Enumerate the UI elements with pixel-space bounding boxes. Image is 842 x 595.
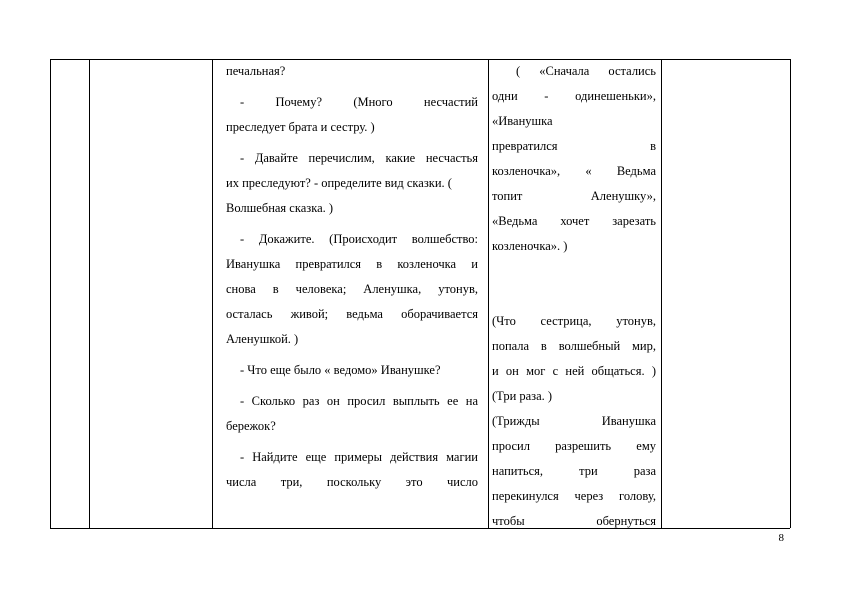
page-number: 8 bbox=[778, 532, 784, 544]
table-bottom-border bbox=[50, 528, 790, 529]
question-paragraph bbox=[226, 414, 478, 439]
text-line: - Почему? (Много несчастий bbox=[240, 95, 478, 109]
text-line: козленочка», « Ведьма bbox=[492, 164, 656, 178]
text-line: ( «Сначала остались bbox=[516, 64, 656, 78]
text-line: - Найдите еще примеры действия магии bbox=[240, 450, 478, 464]
text-line: - Сколько раз он просил выплыть ее на bbox=[240, 394, 478, 408]
text-line: Иванушка превратился в козленочка и bbox=[226, 257, 478, 271]
table-border-col3-left bbox=[212, 59, 213, 528]
text-line: - Докажите. (Происходит волшебство: bbox=[240, 232, 478, 246]
question-paragraph bbox=[226, 115, 478, 140]
text-line: числа три, поскольку это число bbox=[226, 475, 478, 489]
text-line: и он мог с ней общаться. ) bbox=[492, 364, 656, 378]
table-border-col4-left bbox=[488, 59, 489, 528]
table-border-col1-left bbox=[50, 59, 51, 528]
table-border-right bbox=[790, 59, 791, 528]
text-line: бережок? bbox=[226, 419, 276, 433]
text-line: - Давайте перечислим, какие несчастья bbox=[240, 151, 478, 165]
text-line: печальная? bbox=[226, 64, 286, 78]
question-paragraph bbox=[226, 389, 478, 414]
question-paragraph bbox=[226, 470, 478, 495]
question-paragraph bbox=[226, 146, 478, 171]
text-line: «Ведьма хочет зарезать bbox=[492, 214, 656, 228]
answer-paragraph bbox=[492, 309, 656, 528]
text-line: просил разрешить ему bbox=[492, 439, 656, 453]
text-line: Волшебная сказка. ) bbox=[226, 201, 334, 215]
question-paragraph bbox=[226, 252, 478, 352]
text-line: перекинулся через голову, bbox=[492, 489, 656, 503]
text-line: их преследуют? - определите вид сказки. ( bbox=[226, 176, 452, 190]
text-line: (Три раза. ) bbox=[492, 389, 553, 403]
text-line: осталась живой; ведьма оборачивается bbox=[226, 307, 478, 321]
text-line: одни - одинешеньки», bbox=[492, 89, 656, 103]
question-paragraph bbox=[226, 59, 478, 84]
text-line: попала в волшебный мир, bbox=[492, 339, 656, 353]
text-line: козленочка». ) bbox=[492, 239, 568, 253]
text-line: чтобы обернуться bbox=[492, 514, 656, 528]
text-line: «Иванушка bbox=[492, 114, 553, 128]
question-paragraph bbox=[226, 171, 478, 221]
text-line: превратился в bbox=[492, 139, 656, 153]
table-border-col2-left bbox=[89, 59, 90, 528]
text-line: Аленушкой. ) bbox=[226, 332, 299, 346]
answer-paragraph bbox=[492, 59, 656, 259]
student-answers-cell bbox=[492, 59, 656, 528]
table-border-col5-left bbox=[661, 59, 662, 528]
question-paragraph bbox=[226, 358, 478, 383]
teacher-questions-cell bbox=[226, 59, 478, 528]
text-line: преследует брата и сестру. ) bbox=[226, 120, 375, 134]
text-line: снова в человека; Аленушка, утонув, bbox=[226, 282, 478, 296]
question-paragraph bbox=[226, 227, 478, 252]
question-paragraph bbox=[226, 90, 478, 115]
text-line: (Трижды Иванушка bbox=[492, 414, 656, 428]
text-line: напиться, три раза bbox=[492, 464, 656, 478]
text-line: топит Аленушку», bbox=[492, 189, 656, 203]
question-paragraph bbox=[226, 445, 478, 470]
text-line: - Что еще было « ведомо» Иванушке? bbox=[240, 363, 441, 377]
text-line: (Что сестрица, утонув, bbox=[492, 314, 656, 328]
